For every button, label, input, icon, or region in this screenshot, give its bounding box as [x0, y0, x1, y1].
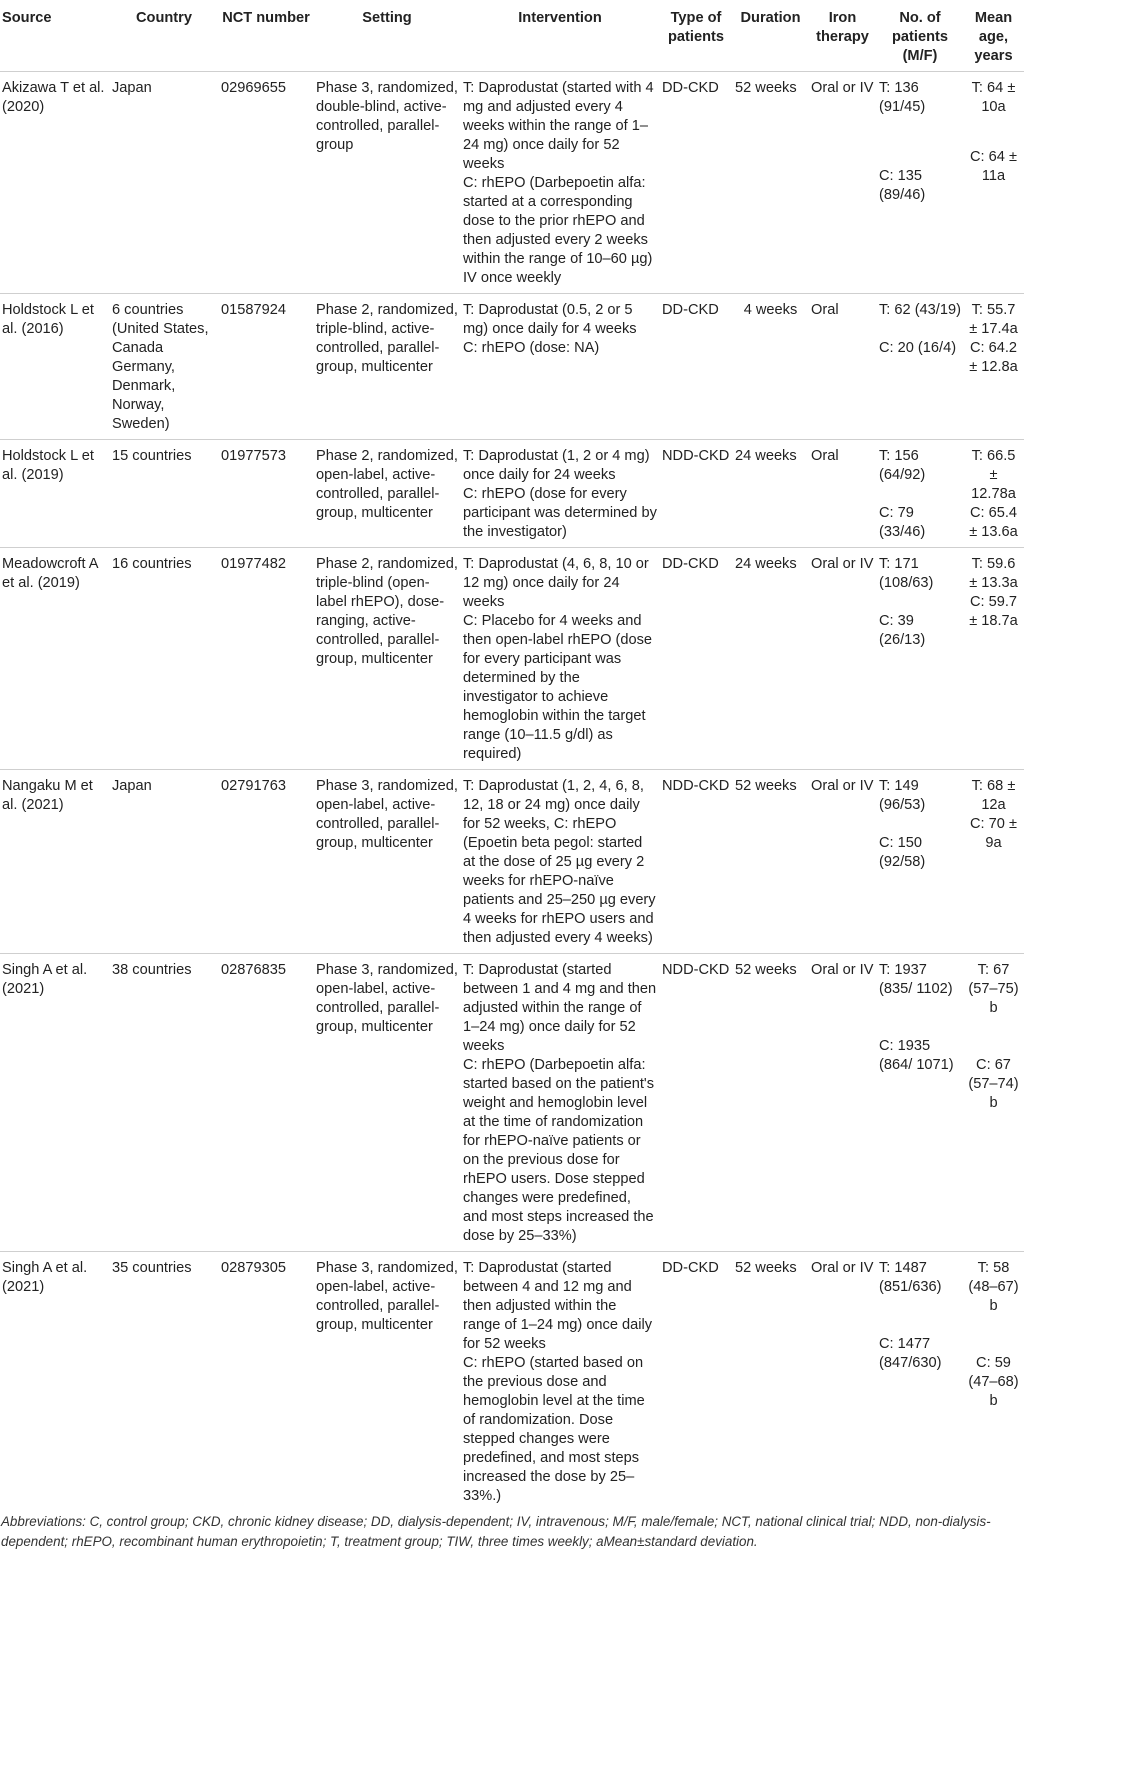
- patients-treatment: T: 136 (91/45): [879, 80, 926, 115]
- table-row: [0, 548, 1024, 770]
- table-body: [0, 72, 1024, 1512]
- iron-cell: Oral or IV: [811, 556, 874, 572]
- header-mean-age: Mean age, years: [964, 0, 1024, 72]
- age-cell: [964, 1252, 1024, 1512]
- age-cell: [964, 72, 1024, 294]
- nct-cell: 01977482: [221, 556, 286, 572]
- duration-cell: 52 weeks: [735, 962, 797, 978]
- nct-cell: 02969655: [221, 80, 286, 96]
- setting-cell: Phase 3, randomized, open-label, active-controlled, parallel-group, multicenter: [316, 962, 458, 1035]
- age-control: C: 59 (47–68) b: [968, 1355, 1019, 1409]
- type-cell: DD-CKD: [662, 302, 719, 318]
- table-row: [0, 294, 1024, 440]
- source-cell: Holdstock L et al. (2016): [2, 302, 94, 337]
- source-cell: Singh A et al. (2021): [2, 962, 88, 997]
- source-cell: Singh A et al. (2021): [2, 1260, 88, 1295]
- patients-treatment: T: 156 (64/92): [879, 448, 926, 483]
- iron-cell: Oral or IV: [811, 1260, 874, 1276]
- age-treatment: T: 68 ± 12a: [971, 778, 1016, 813]
- age-cell: [964, 294, 1024, 440]
- patients-treatment: T: 171 (108/63): [879, 556, 934, 591]
- age-cell: [964, 954, 1024, 1252]
- age-cell: [964, 440, 1024, 548]
- intervention-cell: T: Daprodustat (started between 4 and 12 mg and then adjusted within the range of 1–24 mg) once daily for 52 weeks C: rhEPO (started based on the previous dose and hemoglobin level at the time of randomization. Dose stepped changes were predefined, and most steps increased the dose by 25–33%.): [463, 1260, 653, 1504]
- nct-cell: 02791763: [221, 778, 286, 794]
- source-cell: Akizawa T et al. (2020): [2, 80, 105, 115]
- header-setting: Setting: [314, 0, 461, 72]
- patients-cell: [877, 440, 964, 548]
- intervention-cell: T: Daprodustat (1, 2 or 4 mg) once daily for 24 weeks C: rhEPO (dose for every participant was determined by the investigator): [463, 448, 657, 540]
- country-cell: 6 countries (United States, Canada Germany, Denmark, Norway, Sweden): [112, 302, 209, 432]
- country-cell: Japan: [112, 778, 152, 794]
- type-cell: DD-CKD: [662, 556, 719, 572]
- nct-cell: 02879305: [221, 1260, 286, 1276]
- header-intervention: Intervention: [461, 0, 660, 72]
- age-cell: [964, 548, 1024, 770]
- iron-cell: Oral or IV: [811, 80, 874, 96]
- table-header: [0, 0, 1024, 72]
- table-row: [0, 72, 1024, 294]
- age-treatment: T: 64 ± 10a: [971, 80, 1016, 115]
- age-control: C: 64 ± 11a: [970, 149, 1017, 184]
- source-cell: Meadowcroft A et al. (2019): [2, 556, 98, 591]
- intervention-cell: T: Daprodustat (0.5, 2 or 5 mg) once daily for 4 weeks C: rhEPO (dose: NA): [463, 302, 637, 356]
- setting-cell: Phase 2, randomized, open-label, active-controlled, parallel-group, multicenter: [316, 448, 458, 521]
- patients-treatment: T: 1937 (835/ 1102): [879, 962, 953, 997]
- age-treatment: T: 55.7 ± 17.4a: [969, 302, 1018, 337]
- iron-cell: Oral or IV: [811, 778, 874, 794]
- header-iron-therapy: Iron therapy: [809, 0, 877, 72]
- intervention-cell: T: Daprodustat (started with 4 mg and adjusted every 4 weeks within the range of 1–24 mg) once daily for 52 weeks C: rhEPO (Darbepoetin alfa: started at a corresponding dose to the prior rhEPO and then adjusted every 2 weeks within the range of 10–60 µg) IV once weekly: [463, 80, 654, 286]
- patients-cell: [877, 954, 964, 1252]
- table-row: [0, 1252, 1024, 1512]
- type-cell: NDD-CKD: [662, 448, 730, 464]
- header-source: Source: [0, 0, 110, 72]
- age-control: C: 65.4 ± 13.6a: [969, 505, 1018, 540]
- header-nct-number: NCT number: [219, 0, 314, 72]
- patients-treatment: T: 149 (96/53): [879, 778, 926, 813]
- source-cell: Holdstock L et al. (2019): [2, 448, 94, 483]
- age-control: C: 67 (57–74) b: [968, 1057, 1019, 1111]
- setting-cell: Phase 2, randomized, triple-blind (open-label rhEPO), dose-ranging, active-controlled, parallel-group, multicenter: [316, 556, 458, 667]
- type-cell: DD-CKD: [662, 80, 719, 96]
- duration-cell: 24 weeks: [735, 448, 797, 464]
- duration-cell: 4 weeks: [743, 302, 798, 318]
- age-treatment: T: 66.5 ± 12.78a: [971, 448, 1016, 502]
- patients-treatment: T: 62 (43/19): [879, 302, 961, 318]
- age-control: C: 64.2 ± 12.8a: [969, 340, 1018, 375]
- duration-cell: 52 weeks: [735, 778, 797, 794]
- header-number-of-patients: No. of patients (M/F): [877, 0, 964, 72]
- country-cell: 16 countries: [112, 556, 192, 572]
- age-control: C: 70 ± 9a: [970, 816, 1017, 851]
- patients-cell: [877, 294, 964, 440]
- table-row: [0, 440, 1024, 548]
- patients-control: C: 20 (16/4): [879, 340, 957, 356]
- country-cell: 38 countries: [112, 962, 192, 978]
- patients-control: C: 39 (26/13): [879, 613, 926, 648]
- type-cell: DD-CKD: [662, 1260, 719, 1276]
- age-cell: [964, 770, 1024, 954]
- header-duration: Duration: [733, 0, 809, 72]
- duration-cell: 52 weeks: [735, 1260, 797, 1276]
- country-cell: 15 countries: [112, 448, 192, 464]
- duration-cell: 52 weeks: [735, 80, 797, 96]
- header-type-of-patients: Type of patients: [660, 0, 733, 72]
- abbreviations-footnote: Abbreviations: C, control group; CKD, chronic kidney disease; DD, dialysis-dependent; IV, intravenous; M/F, male/female; NCT, national clinical trial; NDD, non-dialysis-dependent; rhEPO, recombinant human erythropoietin; T, treatment group; TIW, three times weekly; aMean±standard deviation.: [1, 1514, 991, 1549]
- table-row: [0, 770, 1024, 954]
- setting-cell: Phase 3, randomized, open-label, active-controlled, parallel-group, multicenter: [316, 1260, 458, 1333]
- nct-cell: 01977573: [221, 448, 286, 464]
- source-cell: Nangaku M et al. (2021): [2, 778, 93, 813]
- nct-cell: 01587924: [221, 302, 286, 318]
- age-treatment: T: 67 (57–75) b: [968, 962, 1019, 1016]
- patients-cell: [877, 548, 964, 770]
- iron-cell: Oral: [811, 448, 839, 464]
- type-cell: NDD-CKD: [662, 962, 730, 978]
- duration-cell: 24 weeks: [735, 556, 797, 572]
- iron-cell: Oral or IV: [811, 962, 874, 978]
- age-treatment: T: 59.6 ± 13.3a: [969, 556, 1018, 591]
- patients-control: C: 1935 (864/ 1071): [879, 1038, 954, 1073]
- type-cell: NDD-CKD: [662, 778, 730, 794]
- iron-cell: Oral: [811, 302, 839, 318]
- country-cell: Japan: [112, 80, 152, 96]
- intervention-cell: T: Daprodustat (1, 2, 4, 6, 8, 12, 18 or 24 mg) once daily for 52 weeks, C: rhEPO (Epoetin beta pegol: started at the dose of 25 µg every 2 weeks for rhEPO-naïve patients and 25–250 µg every 4 weeks for rhEPO users and then adjusted every 4 weeks): [463, 778, 656, 946]
- age-treatment: T: 58 (48–67) b: [968, 1260, 1019, 1314]
- intervention-cell: T: Daprodustat (4, 6, 8, 10 or 12 mg) once daily for 24 weeks C: Placebo for 4 weeks and then open-label rhEPO (dose for every participant was determined by the investigator to achieve hemoglobin within the target range (10–11.5 g/dl) as required): [463, 556, 653, 762]
- country-cell: 35 countries: [112, 1260, 192, 1276]
- patients-control: C: 150 (92/58): [879, 835, 926, 870]
- patients-treatment: T: 1487 (851/636): [879, 1260, 942, 1295]
- setting-cell: Phase 2, randomized, triple-blind, active-controlled, parallel-group, multicenter: [316, 302, 458, 375]
- patients-control: C: 79 (33/46): [879, 505, 926, 540]
- patients-cell: [877, 770, 964, 954]
- age-control: C: 59.7 ± 18.7a: [969, 594, 1018, 629]
- patients-cell: [877, 72, 964, 294]
- patients-control: C: 135 (89/46): [879, 168, 926, 203]
- nct-cell: 02876835: [221, 962, 286, 978]
- setting-cell: Phase 3, randomized, double-blind, active-controlled, parallel-group: [316, 80, 458, 153]
- table-row: [0, 954, 1024, 1252]
- patients-cell: [877, 1252, 964, 1512]
- intervention-cell: T: Daprodustat (started between 1 and 4 mg and then adjusted within the range of 1–24 mg) once daily for 52 weeks C: rhEPO (Darbepoetin alfa: started based on the patient's weight and hemoglobin level at the time of randomization for rhEPO-naïve patients or on the previous dose for rhEPO users. Dose stepped changes were predefined, and most steps increased the dose by 25–33%): [463, 962, 657, 1244]
- header-country: Country: [110, 0, 219, 72]
- setting-cell: Phase 3, randomized, open-label, active-controlled, parallel-group, multicenter: [316, 778, 458, 851]
- patients-control: C: 1477 (847/630): [879, 1336, 942, 1371]
